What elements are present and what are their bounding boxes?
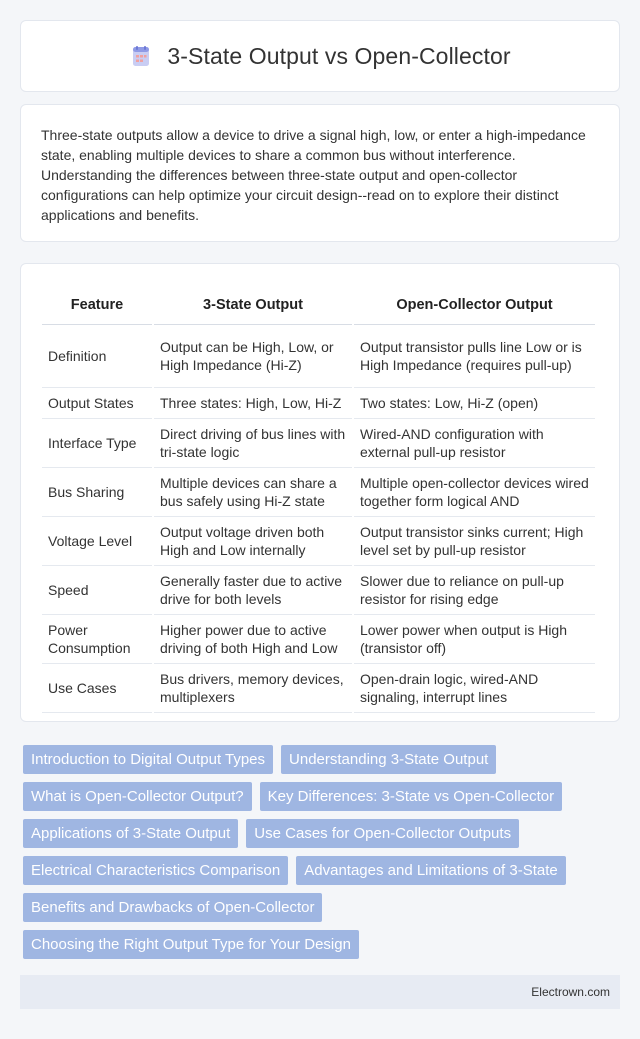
table-cell: Two states: Low, Hi-Z (open) (354, 388, 595, 419)
table-cell: Generally faster due to active drive for both levels (154, 566, 352, 615)
tag-link[interactable]: Use Cases for Open-Collector Outputs (246, 819, 519, 848)
header-open-collector: Open-Collector Output (354, 282, 595, 325)
table-row (42, 664, 595, 713)
comparison-table (40, 282, 597, 713)
tag-link[interactable]: Choosing the Right Output Type for Your Design (23, 930, 359, 959)
table-cell: Bus Sharing (42, 468, 152, 517)
table-cell: Slower due to reliance on pull-up resistor for rising edge (354, 566, 595, 615)
table-cell: Output transistor pulls line Low or is High Impedance (requires pull-up) (354, 325, 595, 388)
table-row (42, 468, 595, 517)
comparison-table-card (20, 263, 620, 722)
header-feature: Feature (42, 282, 152, 325)
table-cell: Definition (42, 325, 152, 388)
tag-row (23, 893, 619, 922)
intro-paragraph: Three-state outputs allow a device to drive a signal high, low, or enter a high-impedance state, enabling multiple devices to share a common bus without interference. Understanding the differences between three-state output and open-collector configurations can help optimize your circuit design--read on to explore their distinct applications and benefits. (41, 127, 586, 223)
table-cell: Multiple devices can share a bus safely using Hi-Z state (154, 468, 352, 517)
intro-card (20, 104, 620, 242)
table-cell: Multiple open-collector devices wired together form logical AND (354, 468, 595, 517)
tag-link[interactable]: Applications of 3-State Output (23, 819, 238, 848)
table-cell: Interface Type (42, 419, 152, 468)
tag-row (23, 745, 619, 774)
title-wrap (129, 43, 510, 70)
tag-link[interactable]: Understanding 3-State Output (281, 745, 496, 774)
table-row (42, 419, 595, 468)
tag-row (23, 819, 619, 848)
table-cell: Bus drivers, memory devices, multiplexers (154, 664, 352, 713)
tag-link[interactable]: Benefits and Drawbacks of Open-Collector (23, 893, 322, 922)
footer (20, 975, 620, 1009)
table-cell: Output States (42, 388, 152, 419)
table-cell: Output voltage driven both High and Low internally (154, 517, 352, 566)
table-cell: Voltage Level (42, 517, 152, 566)
table-row (42, 615, 595, 664)
tag-row (23, 782, 619, 811)
tag-link[interactable]: What is Open-Collector Output? (23, 782, 252, 811)
page-title: 3-State Output vs Open-Collector (167, 42, 511, 69)
table-cell: Direct driving of bus lines with tri-state logic (154, 419, 352, 468)
table-cell: Speed (42, 566, 152, 615)
table-header-row (42, 282, 595, 325)
table-row (42, 325, 595, 388)
table-cell: Wired-AND configuration with external pull-up resistor (354, 419, 595, 468)
tag-link[interactable]: Electrical Characteristics Comparison (23, 856, 288, 885)
related-topics (23, 745, 619, 967)
table-cell: Output can be High, Low, or High Impedance (Hi-Z) (154, 325, 352, 388)
footer-brand: Electrown.com (531, 985, 610, 999)
tag-link[interactable]: Key Differences: 3-State vs Open-Collector (260, 782, 563, 811)
table-cell: Output transistor sinks current; High level set by pull-up resistor (354, 517, 595, 566)
table-cell: Higher power due to active driving of both High and Low (154, 615, 352, 664)
tag-row (23, 856, 619, 885)
table-cell: Three states: High, Low, Hi-Z (154, 388, 352, 419)
table-cell: Lower power when output is High (transistor off) (354, 615, 595, 664)
table-row (42, 388, 595, 419)
document-icon (129, 44, 153, 68)
tag-link[interactable]: Introduction to Digital Output Types (23, 745, 273, 774)
table-cell: Use Cases (42, 664, 152, 713)
tag-row (23, 930, 619, 959)
header-card (20, 20, 620, 92)
table-row (42, 517, 595, 566)
header-3-state: 3-State Output (154, 282, 352, 325)
table-row (42, 566, 595, 615)
tag-link[interactable]: Advantages and Limitations of 3-State (296, 856, 566, 885)
table-cell: Power Consumption (42, 615, 152, 664)
table-cell: Open-drain logic, wired-AND signaling, interrupt lines (354, 664, 595, 713)
